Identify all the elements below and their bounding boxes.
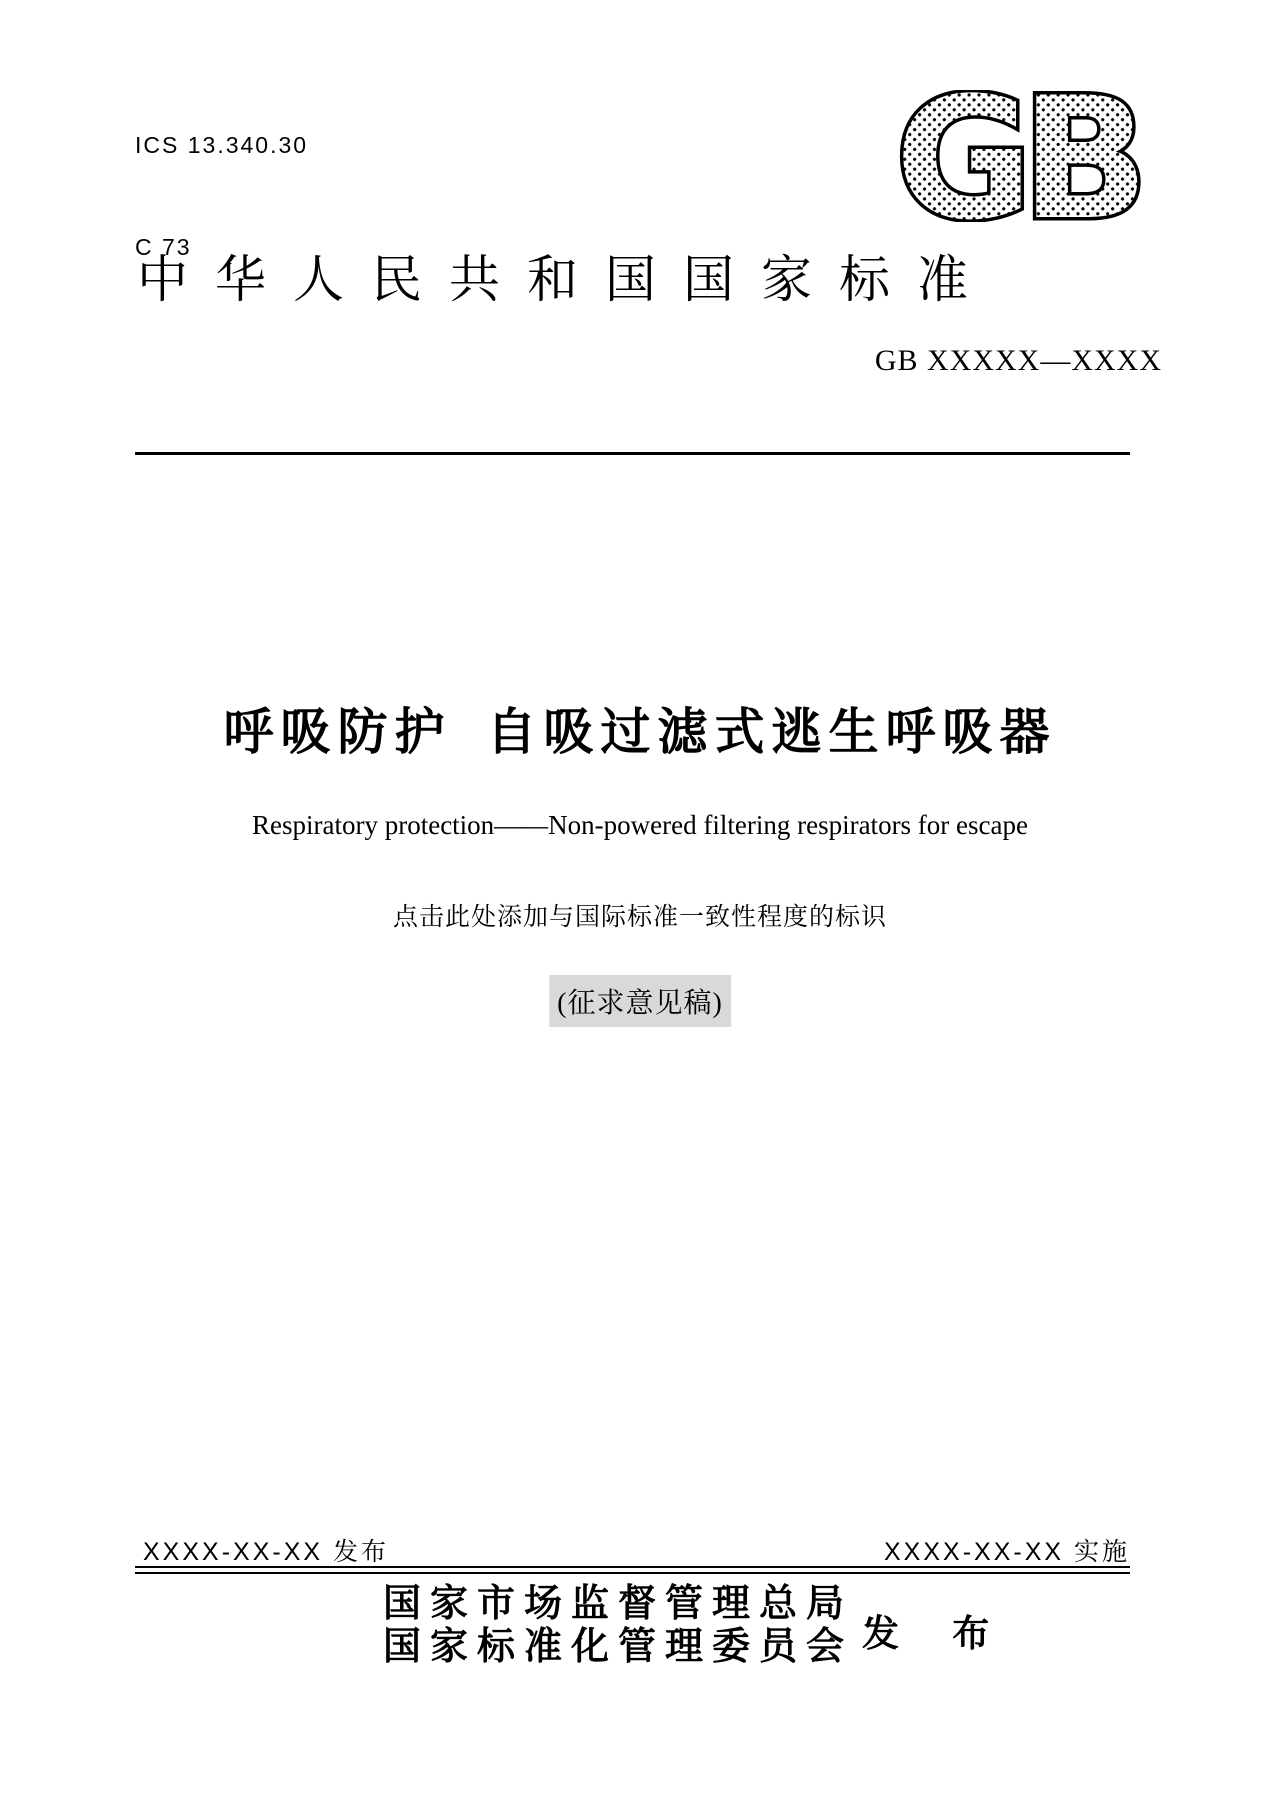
gb-logo-icon xyxy=(880,90,1152,222)
gb-logo-text: GB xyxy=(895,90,1137,222)
header-rule xyxy=(135,452,1130,455)
issuer-line-2: 国家标准化管理委员会 xyxy=(383,1626,854,1668)
issuing-authorities xyxy=(383,1583,853,1669)
release-date: XXXX-XX-XX 发布 xyxy=(143,1538,389,1566)
national-standard-title: 中华人民共和国国家标准 xyxy=(137,253,996,309)
ics-code: ICS 13.340.30 xyxy=(135,132,309,158)
footer-rule xyxy=(135,1566,1130,1574)
document-title-english: Respiratory protection——Non-powered filtering respirators for escape xyxy=(252,810,1028,840)
document-title-chinese: 呼吸防护 自吸过滤式逃生呼吸器 xyxy=(223,704,1057,760)
implement-date: XXXX-XX-XX 实施 xyxy=(884,1538,1130,1566)
publish-label: 发 布 xyxy=(862,1614,1012,1655)
standard-number: GB XXXXX—XXXX xyxy=(874,344,1162,377)
issuer-line-1: 国家市场监督管理总局 xyxy=(383,1583,854,1625)
consistency-placeholder-text: 点击此处添加与国际标准一致性程度的标识 xyxy=(392,904,887,931)
category-code: C 73 xyxy=(135,234,192,260)
draft-stage-badge: (征求意见稿) xyxy=(549,975,731,1027)
